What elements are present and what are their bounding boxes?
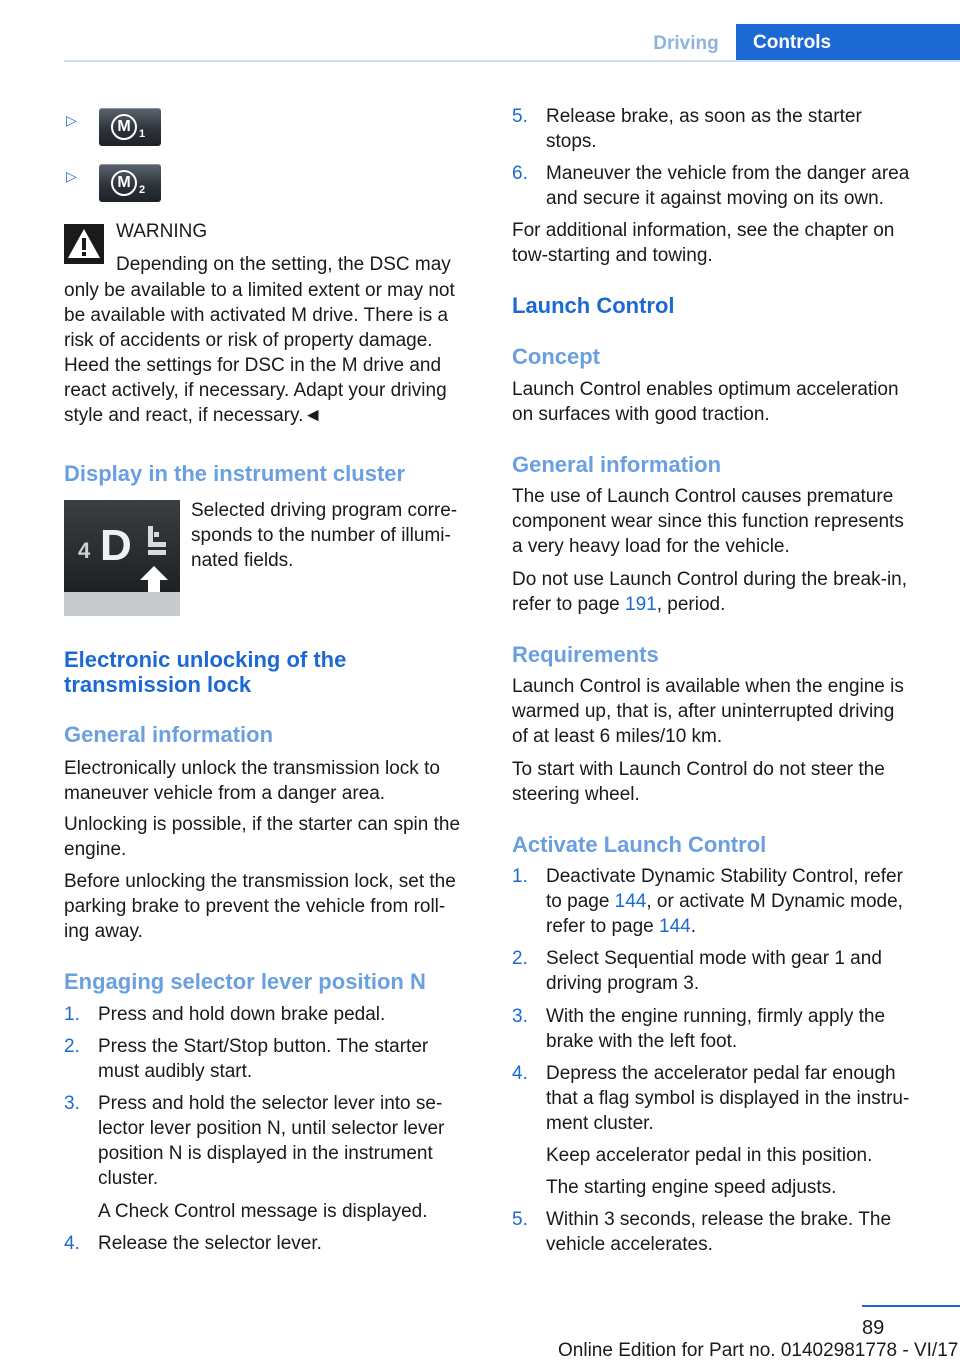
paragraph-line: The use of Launch Control causes premature xyxy=(512,486,894,507)
section-heading: transmission lock xyxy=(64,672,252,697)
warning-line: Heed the settings for DSC in the M drive and xyxy=(64,355,442,376)
warning-line: react actively, if necessary. Adapt your driving xyxy=(64,380,447,401)
list-text: With the engine running, firmly apply the xyxy=(546,1006,886,1027)
paragraph-line: Unlocking is possible, if the starter can spin the xyxy=(64,814,461,835)
general-info-heading: General information xyxy=(64,722,274,747)
list-number: 2. xyxy=(64,1036,80,1057)
list-number: 1. xyxy=(512,866,528,887)
paragraph-line: engine. xyxy=(64,839,127,860)
instrument-cluster-image xyxy=(64,500,180,616)
display-text-line: sponds to the number of illumi‐ xyxy=(191,525,451,546)
list-text: position N is displayed in the instrument xyxy=(98,1143,433,1164)
paragraph-line: For additional information, see the chapter on xyxy=(512,220,895,241)
m1-button-icon xyxy=(99,108,161,146)
header-rule xyxy=(64,60,960,62)
paragraph-line: parking brake to prevent the vehicle from roll‐ xyxy=(64,896,446,917)
list-text: Press and hold the selector lever into se‐ xyxy=(98,1093,443,1114)
m1-button-label: M xyxy=(111,114,137,140)
paragraph-line: Launch Control is available when the engine is xyxy=(512,676,904,697)
list-number: 5. xyxy=(512,106,528,127)
list-number: 6. xyxy=(512,163,528,184)
launch-control-heading: Launch Control xyxy=(512,293,675,318)
text-span: . xyxy=(690,916,697,937)
edition-footer: Online Edition for Part no. 01402981778 - VI/17 xyxy=(558,1340,959,1361)
text-span: to page xyxy=(546,891,615,912)
text-span: , period. xyxy=(656,594,726,615)
list-text: Maneuver the vehicle from the danger area xyxy=(546,163,910,184)
list-text: stops. xyxy=(546,131,597,152)
list-text: Select Sequential mode with gear 1 and xyxy=(546,948,882,969)
display-heading: Display in the instrument cluster xyxy=(64,461,406,486)
display-text-line: Selected driving program corre‐ xyxy=(191,500,458,521)
list-number: 3. xyxy=(512,1006,528,1027)
list-number: 5. xyxy=(512,1209,528,1230)
header-tab-driving[interactable]: Driving xyxy=(653,33,719,54)
cluster-gear: 4 xyxy=(78,538,91,563)
page-number: 89 xyxy=(862,1317,885,1339)
paragraph-line: steering wheel. xyxy=(512,784,640,805)
paragraph-line: of at least 6 miles/10 km. xyxy=(512,726,723,747)
m2-button-label: M xyxy=(111,170,137,196)
m1-button-sub: 1 xyxy=(139,128,146,140)
list-text: Keep accelerator pedal in this position. xyxy=(546,1145,873,1166)
header-tab-controls[interactable]: Controls xyxy=(736,24,960,62)
paragraph-line: Electronically unlock the transmission lock to xyxy=(64,758,440,779)
paragraph-line: Do not use Launch Control during the break-in, xyxy=(512,569,908,590)
paragraph-line: component wear since this function represents xyxy=(512,511,904,532)
list-number: 2. xyxy=(512,948,528,969)
requirements-heading: Requirements xyxy=(512,642,659,667)
warning-line: risk of accidents or risk of property damage. xyxy=(64,330,433,351)
paragraph-line: warmed up, that is, after uninterrupted driving xyxy=(512,701,895,722)
paragraph-line: Launch Control enables optimum acceleration xyxy=(512,379,899,400)
list-text: Depress the accelerator pedal far enough xyxy=(546,1063,896,1084)
page-link-144[interactable]: 144 xyxy=(659,916,691,937)
list-text: A Check Control message is displayed. xyxy=(98,1201,428,1222)
text-span: refer to page xyxy=(546,916,660,937)
list-text: cluster. xyxy=(98,1168,159,1189)
paragraph-line: on surfaces with good traction. xyxy=(512,404,770,425)
concept-heading: Concept xyxy=(512,344,600,369)
cluster-mode: D xyxy=(100,521,132,570)
list-marker-icon: ▷ xyxy=(66,112,77,128)
engaging-heading: Engaging selector lever position N xyxy=(64,969,426,994)
paragraph-line: ing away. xyxy=(64,921,143,942)
warning-line: Depending on the setting, the DSC may xyxy=(116,254,451,275)
list-text: Within 3 seconds, release the brake. The xyxy=(546,1209,892,1230)
paragraph-line xyxy=(512,592,725,617)
list-number: 3. xyxy=(64,1093,80,1114)
list-text: The starting engine speed adjusts. xyxy=(546,1177,837,1198)
text-span: refer to page xyxy=(512,594,626,615)
list-number: 4. xyxy=(512,1063,528,1084)
warning-line: be available with activated M drive. There is a xyxy=(64,305,449,326)
list-text: ment cluster. xyxy=(546,1113,654,1134)
list-text: Release the selector lever. xyxy=(98,1233,322,1254)
list-text: must audibly start. xyxy=(98,1061,253,1082)
section-heading: Electronic unlocking of the xyxy=(64,647,347,672)
cluster-display-icon xyxy=(64,500,180,616)
list-text xyxy=(546,914,696,939)
list-marker-icon: ▷ xyxy=(66,168,77,184)
list-number: 1. xyxy=(64,1004,80,1025)
page-link-144[interactable]: 144 xyxy=(614,891,647,912)
m2-button-icon xyxy=(99,164,161,202)
activate-heading: Activate Launch Control xyxy=(512,832,767,857)
list-text: lector lever position N, until selector lever xyxy=(98,1118,445,1139)
paragraph-line: a very heavy load for the vehicle. xyxy=(512,536,790,557)
paragraph-line: tow-starting and towing. xyxy=(512,245,713,266)
list-text: Press the Start/Stop button. The starter xyxy=(98,1036,429,1057)
list-text: vehicle accelerates. xyxy=(546,1234,713,1255)
warning-line: only be available to a limited extent or may not xyxy=(64,280,455,301)
text-span: , or activate M Dynamic mode, xyxy=(646,891,903,912)
list-text: that a flag symbol is displayed in the instru‐ xyxy=(546,1088,910,1109)
list-text: Deactivate Dynamic Stability Control, refer xyxy=(546,866,903,887)
display-text-line: nated fields. xyxy=(191,550,294,571)
page-link-191[interactable]: 191 xyxy=(625,594,657,615)
list-text xyxy=(546,889,903,914)
list-text: driving program 3. xyxy=(546,973,700,994)
general-heading: General information xyxy=(512,452,722,477)
footer-rule xyxy=(862,1305,960,1307)
warning-line: style and react, if necessary.◄ xyxy=(64,405,323,426)
list-text: brake with the left foot. xyxy=(546,1031,738,1052)
list-text: Press and hold down brake pedal. xyxy=(98,1004,386,1025)
warning-title: WARNING xyxy=(116,221,208,242)
m2-button-sub: 2 xyxy=(139,184,146,196)
paragraph-line: maneuver vehicle from a danger area. xyxy=(64,783,386,804)
paragraph-line: Before unlocking the transmission lock, set the xyxy=(64,871,456,892)
list-text: and secure it against moving on its own. xyxy=(546,188,884,209)
list-number: 4. xyxy=(64,1233,80,1254)
warning-icon xyxy=(64,224,104,264)
paragraph-line: To start with Launch Control do not steer the xyxy=(512,759,885,780)
list-text: Release brake, as soon as the starter xyxy=(546,106,862,127)
